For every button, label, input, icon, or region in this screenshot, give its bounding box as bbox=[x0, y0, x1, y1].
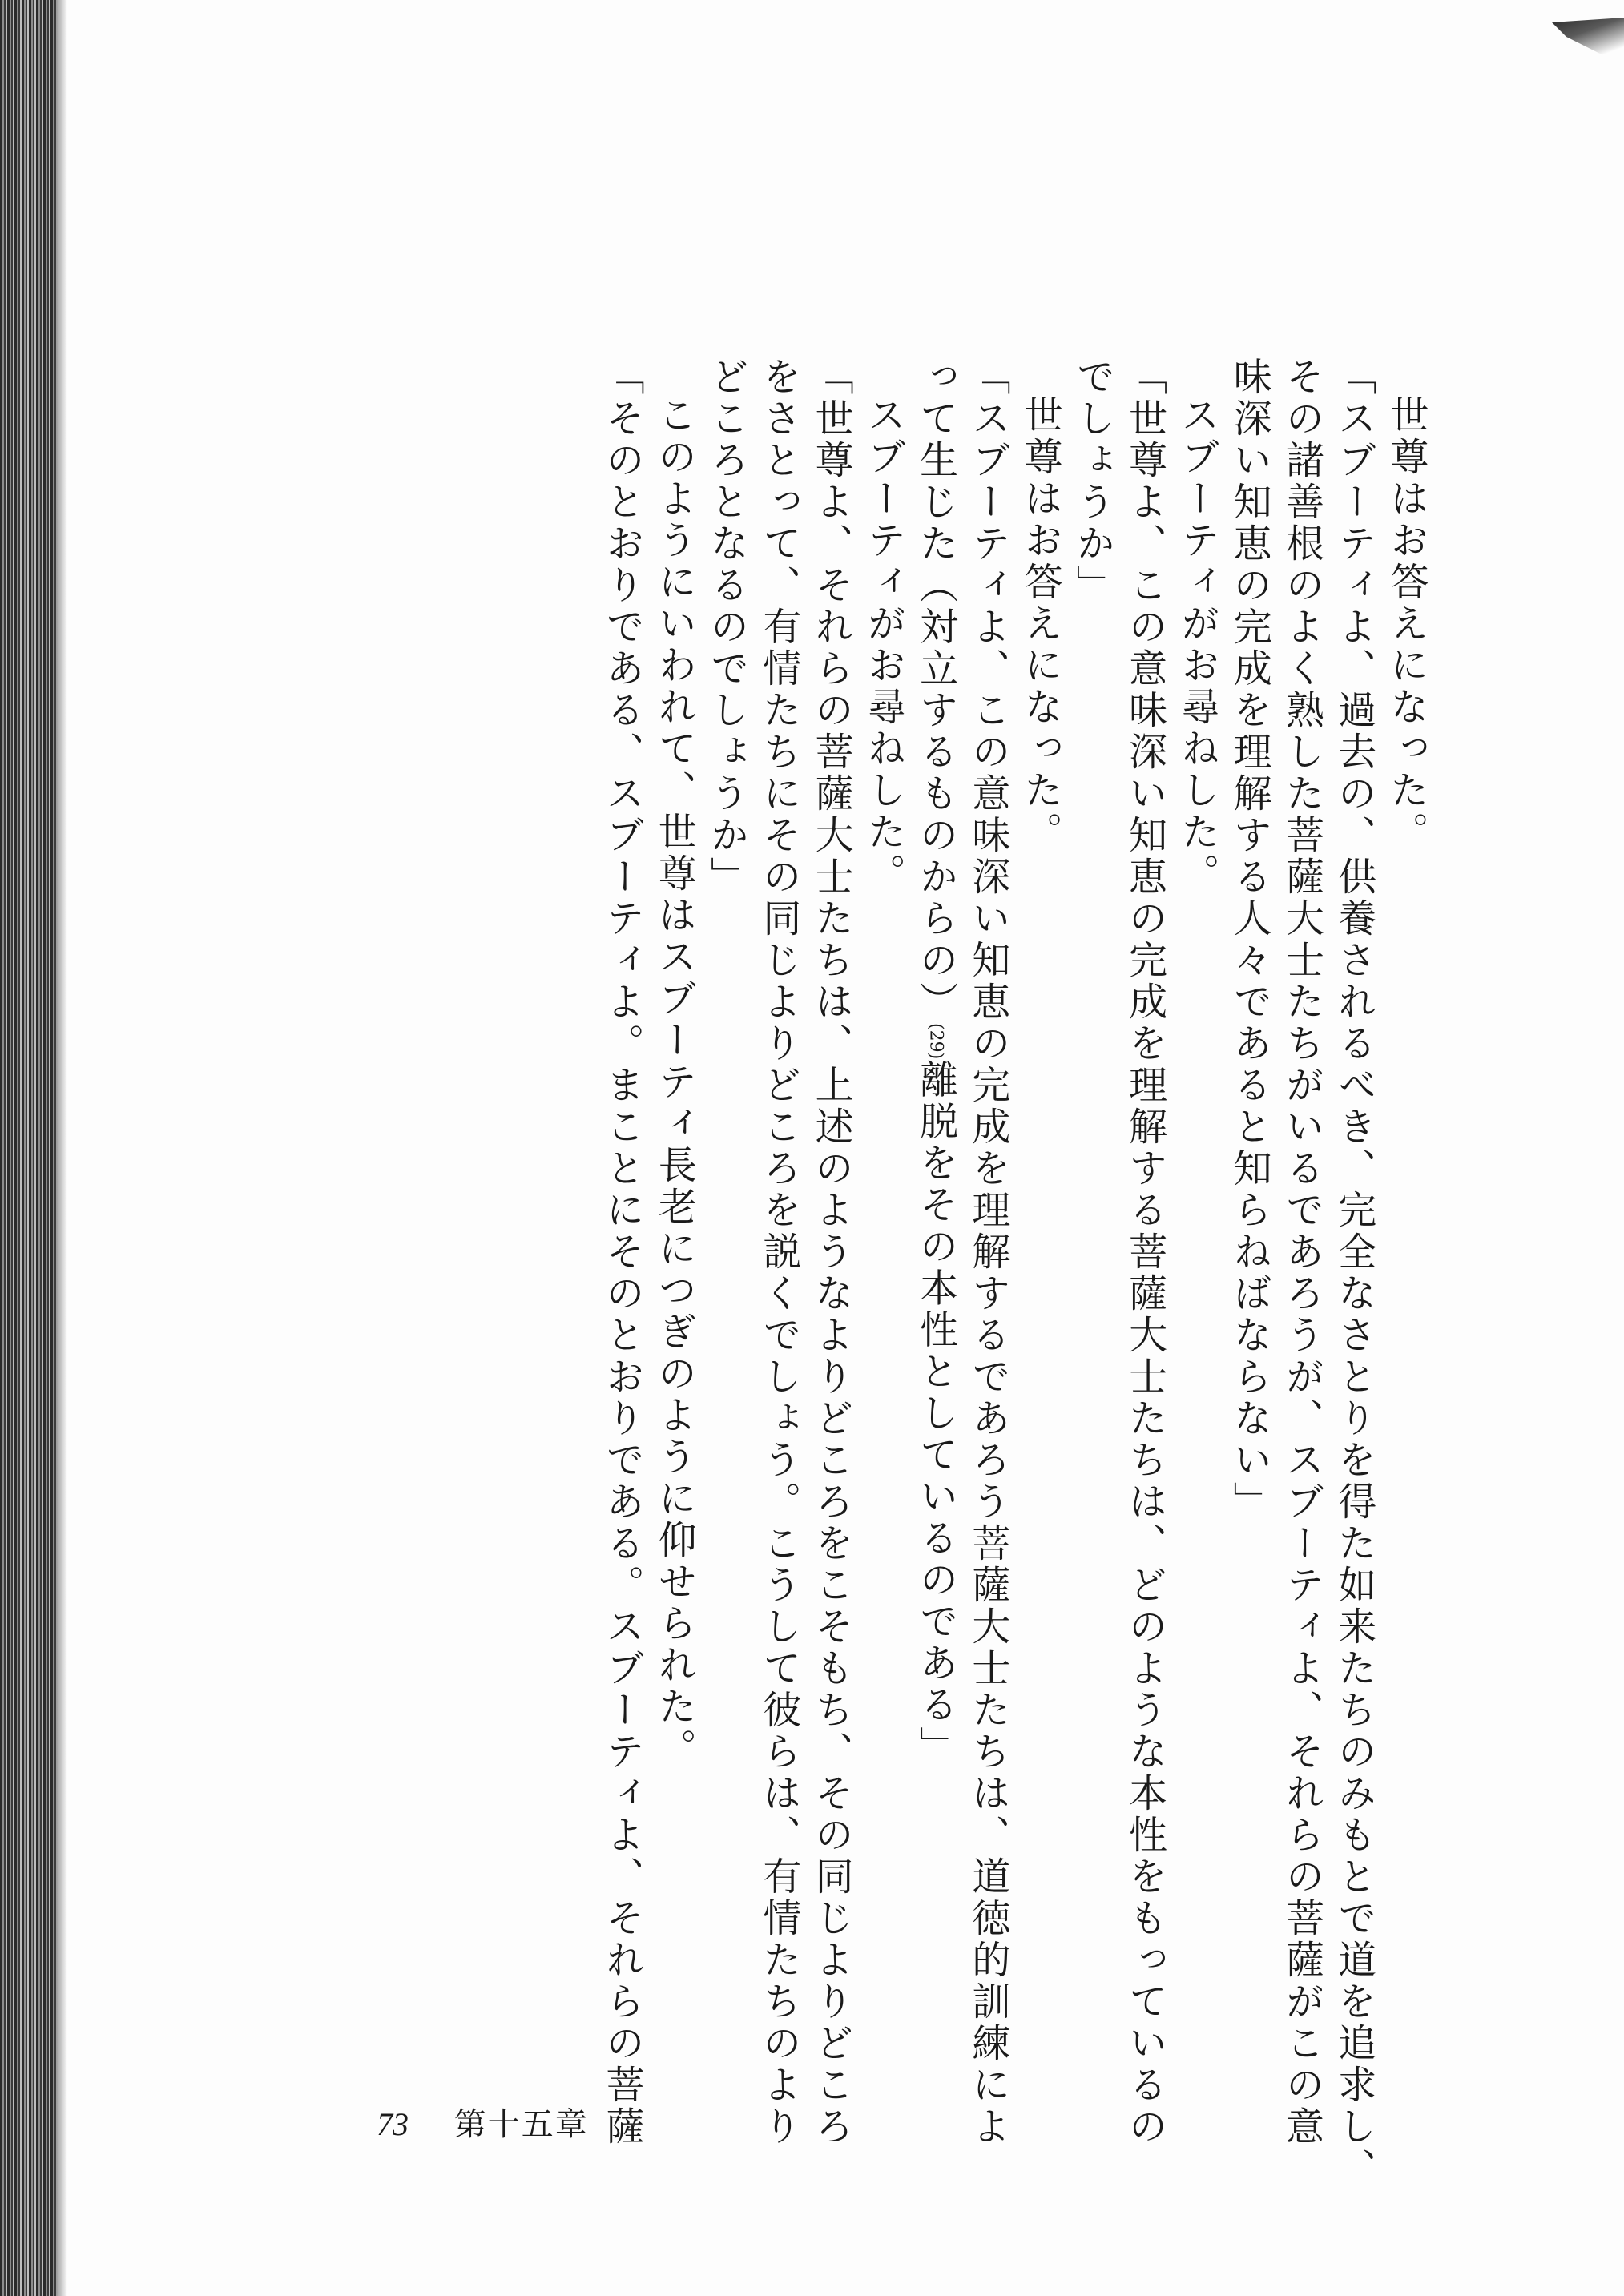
binding-shadow bbox=[56, 0, 67, 2296]
footnote-number: 29 bbox=[925, 1029, 946, 1053]
text-line: 世尊はお答えになった。 bbox=[1384, 395, 1429, 853]
text-line: をさとって、有情たちにその同じよりどころを説くでしょう。こうして彼らは、有情たちのより bbox=[756, 356, 801, 2148]
text-line: 味深い知恵の完成を理解する人々であると知らねばならない」 bbox=[1227, 356, 1272, 1523]
text-line-with-note bbox=[909, 356, 961, 2151]
text-line: でしょうか」 bbox=[1070, 356, 1115, 606]
text-line: 「世尊よ、それらの菩薩大士たちは、上述のようなよりどころをこそもち、その同じよりどころ bbox=[808, 356, 854, 2148]
torn-corner-mark bbox=[1552, 18, 1624, 66]
binding-edge bbox=[0, 0, 56, 2296]
page-number: 73 bbox=[377, 2106, 409, 2142]
text-line: 「そのとおりである、スブーティよ。まことにそのとおりである。スブーティよ、それらの菩薩 bbox=[599, 356, 645, 2148]
text-line: 「スブーティよ、この意味深い知恵の完成を理解するであろう菩薩大士たちは、道徳的訓練によ bbox=[965, 356, 1010, 2148]
chapter-title: 第十五章 bbox=[453, 2106, 589, 2143]
text-line: スブーティがお尋ねした。 bbox=[860, 395, 906, 895]
text-segment: って生じた（対立するものからの） bbox=[913, 356, 958, 1023]
text-line: スブーティがお尋ねした。 bbox=[1174, 395, 1219, 895]
text-line: 「世尊よ、この意味深い知恵の完成を理解する菩薩大士たちは、どのような本性をもっているの bbox=[1122, 356, 1167, 2148]
text-line: 「スブーティよ、過去の、供養されるべき、完全なさとりを得た如来たちのみもとで道を追求し、 bbox=[1331, 356, 1376, 2189]
text-line: どころとなるのでしょうか」 bbox=[703, 356, 749, 898]
text-line: このようにいわれて、世尊はスブーティ長老につぎのように仰せられた。 bbox=[651, 395, 697, 1770]
text-line: 世尊はお答えになった。 bbox=[1018, 395, 1063, 853]
page-footer bbox=[377, 2099, 589, 2145]
text-segment: 離脱をその本性としているのである」 bbox=[913, 1059, 958, 1768]
text-line: その諸善根のよく熟した菩薩大士たちがいるであろうが、スブーティよ、それらの菩薩がこの意 bbox=[1279, 356, 1324, 2148]
footnote-reference: (29) bbox=[925, 1023, 946, 1060]
body-text bbox=[134, 356, 1432, 2189]
